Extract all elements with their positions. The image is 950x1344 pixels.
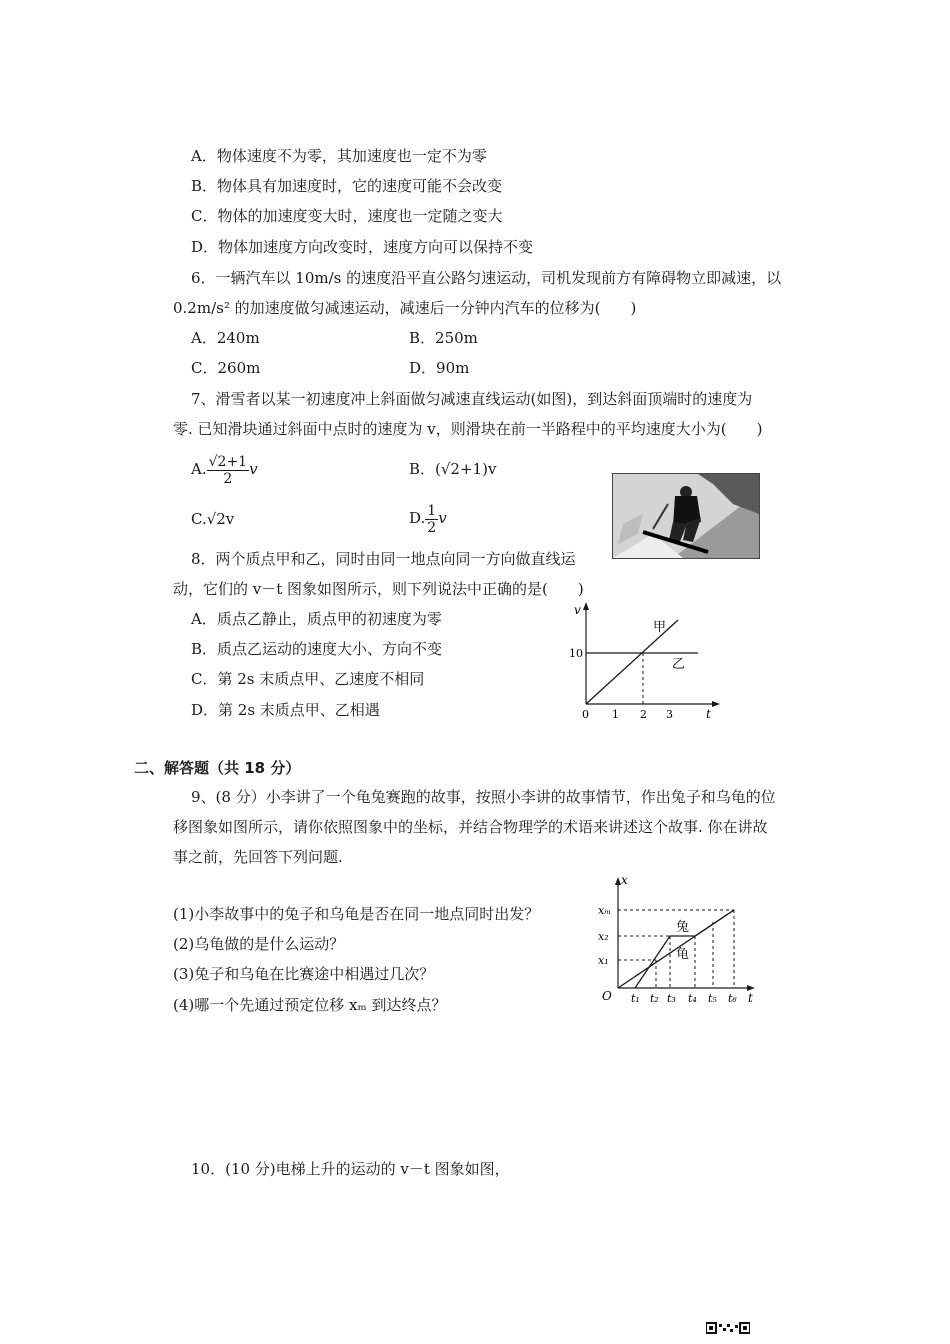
q8-axis-t: t xyxy=(706,707,711,721)
q9-tick-t3: t₃ xyxy=(667,992,676,1005)
skier-photo xyxy=(612,473,760,559)
q7-option-a-variable: v xyxy=(249,460,258,478)
q7-option-a-denominator: 2 xyxy=(223,470,233,487)
q7-option-d-variable: v xyxy=(438,509,447,527)
footer-mark-icon xyxy=(706,1322,750,1334)
q5-option-c: C．物体的加速度变大时，速度也一定随之变大 xyxy=(191,207,503,225)
q6-option-c: C．260m xyxy=(191,359,261,377)
q8-stem-line2: 动，它们的 v－t 图象如图所示，则下列说法中正确的是( ) xyxy=(173,580,584,598)
q6-stem-line1: 6．一辆汽车以 10m/s 的速度沿平直公路匀速运动，司机发现前方有障碍物立即减速，以 xyxy=(191,269,782,287)
q9-tick-t5: t₅ xyxy=(708,992,717,1005)
q8-tick-10: 10 xyxy=(569,647,583,660)
q7-option-b: B．(√2+1)v xyxy=(409,460,497,478)
q7-option-d-fraction xyxy=(425,503,438,536)
q8-label-jia: 甲 xyxy=(653,620,667,635)
q7-option-c: C.√2v xyxy=(191,510,235,528)
q8-vt-graph xyxy=(560,600,730,726)
q7-stem-line2: 零. 已知滑块通过斜面中点时的速度为 v，则滑块在前一半路程中的平均速度大小为( ) xyxy=(173,420,763,438)
q5-option-a: A．物体速度不为零，其加速度也一定不为零 xyxy=(191,147,487,165)
q7-option-a-fraction xyxy=(207,454,249,487)
q9-stem-line2: 移图象如图所示，请你依照图象中的坐标，并结合物理学的术语来讲述这个故事. 你在讲故 xyxy=(173,818,768,836)
q8-tick-1: 1 xyxy=(612,708,619,721)
q9-sub1: (1)小李故事中的兔子和乌龟是否在同一地点同时出发？ xyxy=(173,905,540,923)
q9-tick-t4: t₄ xyxy=(688,992,697,1005)
q6-option-a: A．240m xyxy=(191,329,260,347)
q9-tick-t6: t₆ xyxy=(728,992,737,1005)
q8-tick-2: 2 xyxy=(640,708,647,721)
q6-stem-line2: 0.2m/s² 的加速度做匀减速运动，减速后一分钟内汽车的位移为( ) xyxy=(173,299,637,317)
q9-label-turtle: 龟 xyxy=(676,947,690,962)
q9-stem-line3: 事之前，先回答下列问题. xyxy=(173,848,343,866)
q7-option-a-prefix: A. xyxy=(191,460,207,478)
q9-stem-line1: 9、(8 分）小李讲了一个龟兔赛跑的故事，按照小李讲的故事情节，作出兔子和乌龟的位 xyxy=(191,788,776,806)
q8-stem-line1: 8．两个质点甲和乙，同时由同一地点向同一方向做直线运 xyxy=(191,550,576,568)
q9-xt-graph xyxy=(590,870,760,1010)
q9-tick-t1: t₁ xyxy=(631,992,640,1005)
q8-label-yi: 乙 xyxy=(672,657,686,672)
q9-label-rabbit: 兔 xyxy=(676,920,690,935)
q6-option-d: D．90m xyxy=(409,359,470,377)
q8-option-d: D．第 2s 末质点甲、乙相遇 xyxy=(191,701,380,719)
section2-title: 二、解答题（共 18 分） xyxy=(134,759,301,777)
q8-origin: 0 xyxy=(582,708,589,721)
q6-option-b: B．250m xyxy=(409,329,478,347)
q8-axis-v: v xyxy=(574,603,581,617)
q9-sub4: (4)哪一个先通过预定位移 xₘ 到达终点？ xyxy=(173,996,447,1014)
q10-stem: 10．(10 分)电梯上升的运动的 v－t 图象如图， xyxy=(191,1160,510,1178)
q9-sub3: (3)兔子和乌龟在比赛途中相遇过几次？ xyxy=(173,965,435,983)
q7-option-a xyxy=(191,451,258,487)
q9-axis-x: x xyxy=(621,873,628,887)
q7-option-d-prefix: D. xyxy=(409,509,426,527)
q8-option-c: C．第 2s 末质点甲、乙速度不相同 xyxy=(191,670,425,688)
q7-option-d xyxy=(409,500,447,536)
q9-origin: O xyxy=(602,989,612,1003)
q5-option-b: B．物体具有加速度时，它的速度可能不会改变 xyxy=(191,177,503,195)
q7-stem-line1: 7、滑雪者以某一初速度冲上斜面做匀减速直线运动(如图)，到达斜面顶端时的速度为 xyxy=(191,390,753,408)
q5-option-d: D．物体加速度方向改变时，速度方向可以保持不变 xyxy=(191,238,534,256)
q7-option-d-denominator: 2 xyxy=(427,519,437,536)
q7-option-a-numerator: √2+1 xyxy=(208,453,248,470)
q9-tick-x1: x₁ xyxy=(598,954,609,967)
q9-sub2: (2)乌龟做的是什么运动？ xyxy=(173,935,345,953)
q9-tick-t2: t₂ xyxy=(650,992,659,1005)
q9-tick-xm: xₘ xyxy=(598,904,611,917)
q8-option-a: A．质点乙静止，质点甲的初速度为零 xyxy=(191,610,442,628)
q8-tick-3: 3 xyxy=(666,708,673,721)
q7-option-d-numerator: 1 xyxy=(427,502,437,519)
q9-tick-x2: x₂ xyxy=(598,930,609,943)
q8-option-b: B．质点乙运动的速度大小、方向不变 xyxy=(191,640,443,658)
q9-axis-t: t xyxy=(748,991,753,1005)
